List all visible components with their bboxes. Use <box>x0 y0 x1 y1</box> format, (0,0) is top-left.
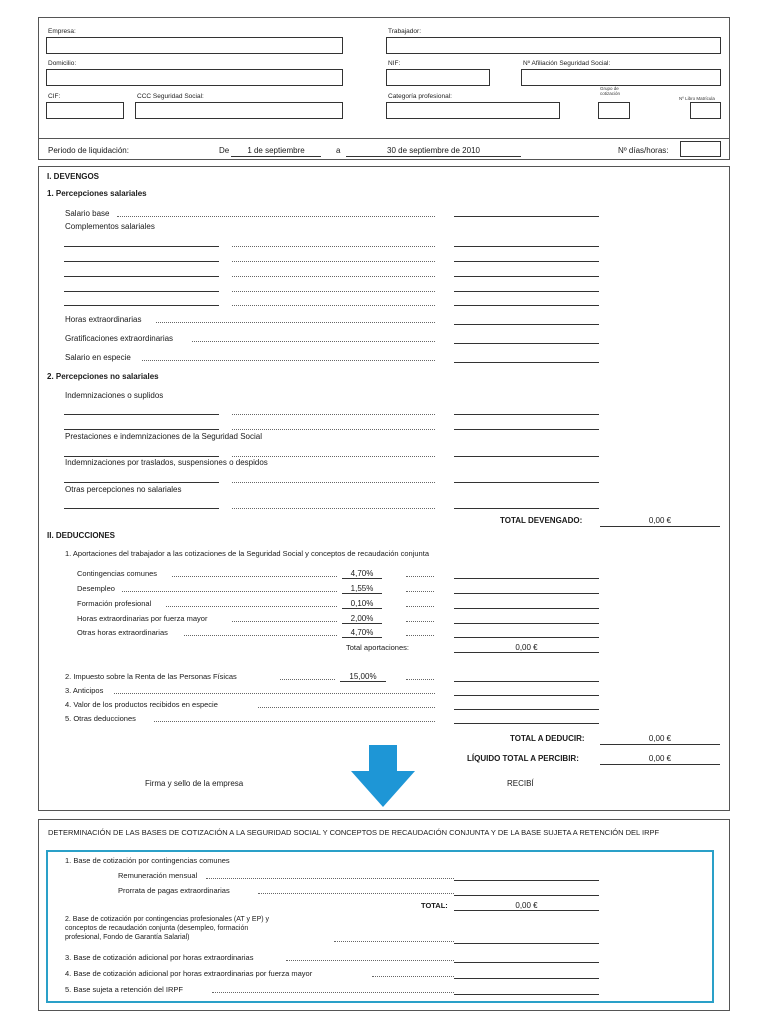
no-salariales-title: 2. Percepciones no salariales <box>47 372 159 381</box>
aportacion-base-dots <box>406 591 434 592</box>
especie-deduccion-label: 4. Valor de los productos recibidos en especie <box>65 700 218 709</box>
otras-percepciones-dots <box>232 508 435 509</box>
complemento-4-amount[interactable] <box>454 291 599 292</box>
bases-total-label: TOTAL: <box>421 901 448 910</box>
bases-total-line <box>454 910 599 911</box>
prorrata-dots <box>258 893 454 894</box>
categoria-label: Categoría profesional: <box>388 93 452 100</box>
gratificaciones-dots <box>192 341 435 342</box>
gratificaciones-label: Gratificaciones extraordinarias <box>65 334 174 343</box>
salario-base-line[interactable] <box>454 216 599 217</box>
bases-item-5: 5. Base sujeta a retención del IRPF <box>65 985 183 994</box>
aportacion-pct: 4,70% <box>350 628 374 637</box>
irpf-dots <box>280 679 335 680</box>
complemento-1-name[interactable] <box>64 246 219 247</box>
aportacion-pct-line <box>342 637 382 638</box>
nif-label: NIF: <box>388 60 401 67</box>
aportacion-base-dots <box>406 576 434 577</box>
indemnizaciones-amount-2[interactable] <box>454 429 599 430</box>
periodo-de: De <box>219 146 230 155</box>
aportacion-dots <box>184 635 337 636</box>
liquido-line <box>600 764 720 765</box>
otras-percepciones-name[interactable] <box>64 508 219 509</box>
especie-dots <box>142 360 435 361</box>
bases-item-4-amount[interactable] <box>454 978 599 979</box>
grupo-label-1: Grupo de <box>600 86 619 91</box>
empresa-field[interactable] <box>46 37 343 54</box>
domicilio-field[interactable] <box>46 69 343 86</box>
dias-field[interactable] <box>680 141 721 157</box>
indemnizaciones-name-2[interactable] <box>64 429 219 430</box>
bases-item-4-dots <box>372 976 454 977</box>
indemnizaciones-label: Indemnizaciones o suplidos <box>65 391 164 400</box>
periodo-desde-line <box>231 156 321 157</box>
total-deducir-value: 0,00 € <box>648 734 672 743</box>
periodo-desde: 1 de septiembre <box>247 146 305 155</box>
periodo-label: Periodo de liquidación: <box>48 146 129 155</box>
aportacion-pct-line <box>342 608 382 609</box>
total-devengado-label: TOTAL DEVENGADO: <box>500 516 583 525</box>
ccc-field[interactable] <box>135 102 343 119</box>
complemento-5-name[interactable] <box>64 305 219 306</box>
salario-base-label: Salario base <box>65 209 110 218</box>
liquido-value: 0,00 € <box>648 754 672 763</box>
especie-label: Salario en especie <box>65 353 131 362</box>
complemento-4-dots <box>232 291 435 292</box>
libro-field[interactable] <box>690 102 721 119</box>
aportacion-amount[interactable] <box>454 623 599 624</box>
traslados-name[interactable] <box>64 482 219 483</box>
afiliacion-field[interactable] <box>521 69 721 86</box>
header-panel <box>38 17 730 157</box>
especie-deduccion-dots <box>258 707 435 708</box>
domicilio-label: Domicilio: <box>48 60 77 67</box>
nif-field[interactable] <box>386 69 490 86</box>
prestaciones-name[interactable] <box>64 456 219 457</box>
traslados-dots <box>232 482 435 483</box>
bases-item-2-line-3: profesional, Fondo de Garantía Salarial) <box>65 934 190 941</box>
aportacion-pct: 2,00% <box>350 614 374 623</box>
periodo-panel <box>38 138 730 160</box>
aportacion-dots <box>172 576 337 577</box>
aportacion-pct: 4,70% <box>350 569 374 578</box>
aportacion-amount[interactable] <box>454 578 599 579</box>
complementos-label: Complementos salariales <box>65 222 155 231</box>
total-deducir-label: TOTAL A DEDUCIR: <box>510 734 585 743</box>
complemento-5-dots <box>232 305 435 306</box>
especie-line[interactable] <box>454 362 599 363</box>
periodo-a: a <box>336 146 341 155</box>
bases-item-2-line-1: 2. Base de cotización por contingencias profesionales (AT y EP) y <box>65 916 270 923</box>
aportacion-base-dots <box>406 635 434 636</box>
aportacion-pct-line <box>342 593 382 594</box>
bases-title: DETERMINACIÓN DE LAS BASES DE COTIZACIÓN A LA SEGURIDAD SOCIAL Y CONCEPTOS DE RECAUDACIÓN CONJUNTA Y DE LA BASE SUJETA A RETENCIÓN DEL IRPF <box>48 828 660 837</box>
salariales-title: 1. Percepciones salariales <box>47 189 147 198</box>
ccc-label: CCC Seguridad Social: <box>137 93 204 100</box>
horas-extra-dots <box>156 322 435 323</box>
complemento-3-amount[interactable] <box>454 276 599 277</box>
aportaciones-title: 1. Aportaciones del trabajador a las cotizaciones de la Seguridad Social y conceptos de recaudación conjunta <box>65 549 429 558</box>
cif-field[interactable] <box>46 102 124 119</box>
aportacion-pct-line <box>342 623 382 624</box>
prestaciones-amount[interactable] <box>454 456 599 457</box>
complemento-2-amount[interactable] <box>454 261 599 262</box>
dias-label: Nº días/horas: <box>618 146 669 155</box>
indemnizaciones-dots-1 <box>232 414 435 415</box>
bases-item-1: 1. Base de cotización por contingencias comunes <box>65 856 230 865</box>
afiliacion-label: Nº Afiliación Seguridad Social: <box>523 60 611 67</box>
irpf-pct: 15,00% <box>349 672 377 681</box>
aportacion-dots <box>166 606 337 607</box>
complemento-3-name[interactable] <box>64 276 219 277</box>
aportacion-base-dots <box>406 621 434 622</box>
traslados-amount[interactable] <box>454 482 599 483</box>
aportacion-amount[interactable] <box>454 608 599 609</box>
indemnizaciones-name-1[interactable] <box>64 414 219 415</box>
aportacion-label: Otras horas extraordinarias <box>77 628 168 637</box>
periodo-hasta-line <box>346 156 521 157</box>
bases-item-3: 3. Base de cotización adicional por horas extraordinarias <box>65 953 254 962</box>
recibi-label: RECIBÍ <box>507 779 534 788</box>
aportacion-label: Formación profesional <box>77 599 152 608</box>
otras-deducciones-label: 5. Otras deducciones <box>65 714 136 723</box>
trabajador-field[interactable] <box>386 37 721 54</box>
aportacion-pct-line <box>342 578 382 579</box>
bases-item-2-line-2: conceptos de recaudación conjunta (desempleo, formación <box>65 925 249 932</box>
complemento-1-dots <box>232 246 435 247</box>
horas-extra-line[interactable] <box>454 324 599 325</box>
remuneracion-dots <box>206 878 454 879</box>
bases-item-3-dots <box>286 960 454 961</box>
total-deducir-line <box>600 744 720 745</box>
prorrata-label: Prorrata de pagas extraordinarias <box>118 886 230 895</box>
irpf-pct-line <box>340 681 386 682</box>
bases-item-5-dots <box>212 992 454 993</box>
complemento-5-amount[interactable] <box>454 305 599 306</box>
otras-deducciones-dots <box>154 721 435 722</box>
irpf-base-dots <box>406 679 434 680</box>
firma-label: Firma y sello de la empresa <box>145 779 244 788</box>
total-aportaciones-label: Total aportaciones: <box>346 643 409 652</box>
bases-total-value: 0,00 € <box>515 901 538 910</box>
aportacion-dots <box>122 591 337 592</box>
indemnizaciones-dots-2 <box>232 429 435 430</box>
grupo-label-2: cotización <box>600 91 621 96</box>
aportacion-pct: 1,55% <box>350 584 374 593</box>
salario-base-dots <box>117 216 435 217</box>
trabajador-label: Trabajador: <box>388 28 421 35</box>
aportacion-amount[interactable] <box>454 593 599 594</box>
anticipos-dots <box>114 693 435 694</box>
otras-deducciones-amount[interactable] <box>454 723 599 724</box>
complemento-2-dots <box>232 261 435 262</box>
devengos-title: I. DEVENGOS <box>47 172 100 181</box>
prorrata-amount[interactable] <box>454 895 599 896</box>
bases-item-2-amount[interactable] <box>454 943 599 944</box>
deducciones-title: II. DEDUCCIONES <box>47 531 116 540</box>
aportacion-pct: 0,10% <box>350 599 374 608</box>
libro-label: Nº Libro Matrícula <box>679 96 715 101</box>
bases-item-3-amount[interactable] <box>454 962 599 963</box>
indemnizaciones-amount-1[interactable] <box>454 414 599 415</box>
horas-extra-label: Horas extraordinarias <box>65 315 142 324</box>
empresa-label: Empresa: <box>48 28 76 35</box>
complemento-2-name[interactable] <box>64 261 219 262</box>
especie-deduccion-amount[interactable] <box>454 709 599 710</box>
cif-label: CIF: <box>48 93 61 100</box>
complemento-3-dots <box>232 276 435 277</box>
remuneracion-label: Remuneración mensual <box>118 871 198 880</box>
anticipos-amount[interactable] <box>454 695 599 696</box>
anticipos-label: 3. Anticipos <box>65 686 104 695</box>
aportacion-amount[interactable] <box>454 637 599 638</box>
prestaciones-dots <box>232 456 435 457</box>
total-devengado-line <box>600 526 720 527</box>
aportacion-base-dots <box>406 606 434 607</box>
remuneracion-amount[interactable] <box>454 880 599 881</box>
total-aportaciones-line <box>454 652 599 653</box>
aportacion-label: Contingencias comunes <box>77 569 158 578</box>
grupo-field[interactable] <box>598 102 630 119</box>
aportacion-label: Desempleo <box>77 584 115 593</box>
total-aportaciones-value: 0,00 € <box>515 643 538 652</box>
complemento-1-amount[interactable] <box>454 246 599 247</box>
aportacion-dots <box>232 621 337 622</box>
otras-percepciones-label: Otras percepciones no salariales <box>65 485 182 494</box>
liquido-label: LÍQUIDO TOTAL A PERCIBIR: <box>467 754 579 763</box>
arrow-down-icon <box>351 745 415 807</box>
traslados-label: Indemnizaciones por traslados, suspensiones o despidos <box>65 458 268 467</box>
bases-item-2-dots <box>334 941 454 942</box>
gratificaciones-line[interactable] <box>454 343 599 344</box>
irpf-label: 2. Impuesto sobre la Renta de las Personas Físicas <box>65 672 237 681</box>
bases-item-5-amount[interactable] <box>454 994 599 995</box>
irpf-amount[interactable] <box>454 681 599 682</box>
total-devengado-value: 0,00 € <box>648 516 672 525</box>
prestaciones-label: Prestaciones e indemnizaciones de la Seguridad Social <box>65 432 263 441</box>
periodo-hasta: 30 de septiembre de 2010 <box>387 146 480 155</box>
bases-item-4: 4. Base de cotización adicional por horas extraordinarias por fuerza mayor <box>65 969 313 978</box>
aportacion-label: Horas extraordinarias por fuerza mayor <box>77 614 208 623</box>
complemento-4-name[interactable] <box>64 291 219 292</box>
categoria-field[interactable] <box>386 102 560 119</box>
otras-percepciones-amount[interactable] <box>454 508 599 509</box>
